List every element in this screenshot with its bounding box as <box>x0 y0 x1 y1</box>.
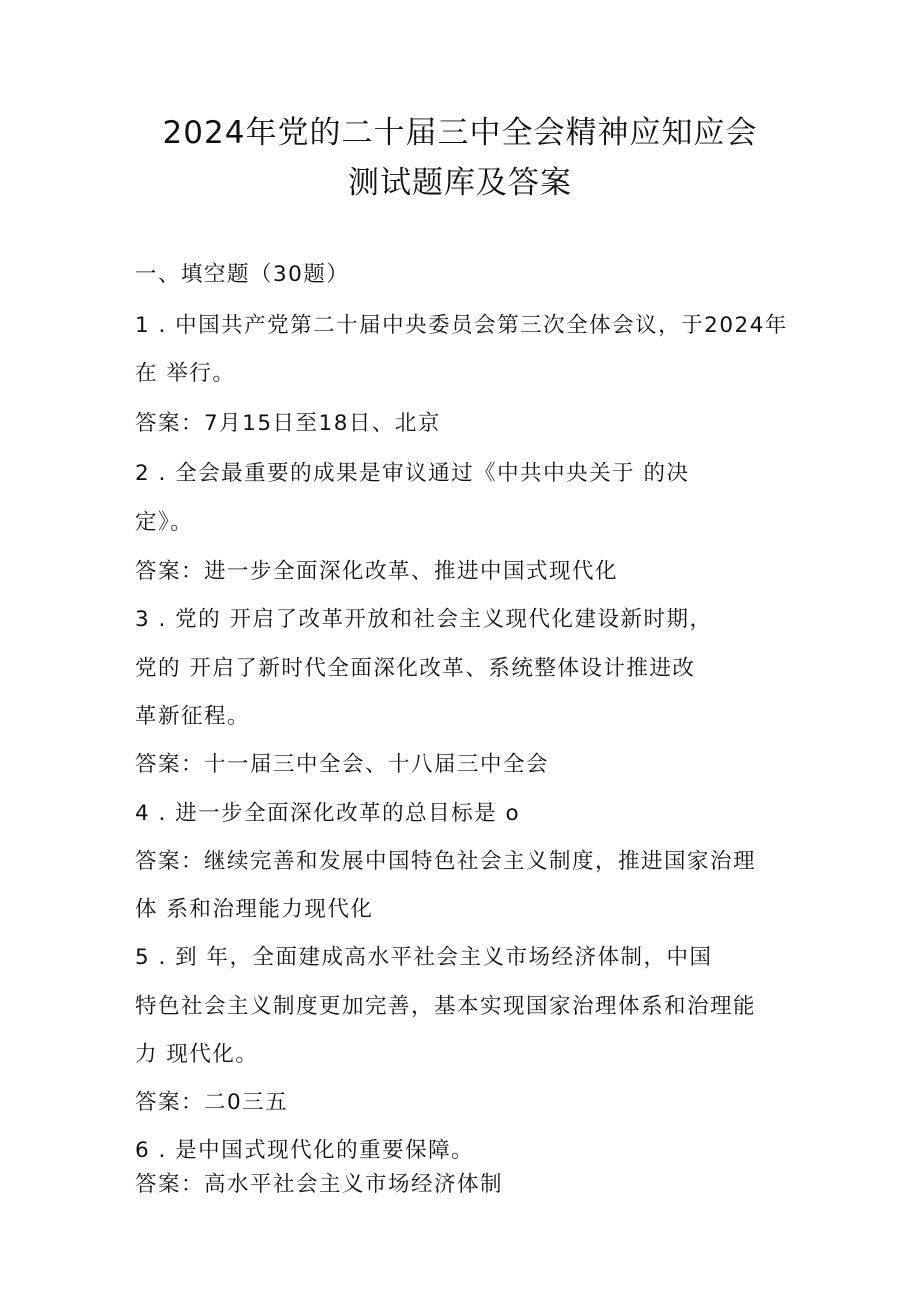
question-2-line-1: 2 . 全会最重要的成果是审议通过《中共中央关于 的决 <box>135 461 690 486</box>
answer-4-line-1: 答案：继续完善和发展中国特色社会主义制度，推进国家治理 <box>135 849 757 874</box>
question-5-line-1: 5 . 到 年，全面建成高水平社会主义市场经济体制，中国 <box>135 945 713 970</box>
question-3-line-1: 3 . 党的 开启了改革开放和社会主义现代化建设新时期， <box>135 607 713 632</box>
answer-3: 答案：十一届三中全会、十八届三中全会 <box>135 752 550 777</box>
answer-5: 答案：二0三五 <box>135 1090 289 1115</box>
answer-4-line-2: 体 系和治理能力现代化 <box>135 897 374 922</box>
answer-6: 答案：高水平社会主义市场经济体制 <box>135 1172 504 1197</box>
question-3-line-2: 党的 开启了新时代全面深化改革、系统整体设计推进改 <box>135 656 696 681</box>
question-4-line-1: 4 . 进一步全面深化改革的总目标是 o <box>135 801 521 826</box>
question-1-line-1: 1 . 中国共产党第二十届中央委员会第三次全体会议，于2024年 <box>135 313 788 338</box>
answer-1: 答案：7月15日至18日、北京 <box>135 411 441 436</box>
question-5-line-3: 力 现代化。 <box>135 1042 259 1067</box>
question-2-line-2: 定》。 <box>135 510 194 535</box>
answer-2: 答案：进一步全面深化改革、推进中国式现代化 <box>135 559 619 584</box>
document-title-line-1: 2024年党的二十届三中全会精神应知应会 <box>162 115 758 151</box>
document-title-line-2: 测试题库及答案 <box>348 165 572 201</box>
question-5-line-2: 特色社会主义制度更加完善，基本实现国家治理体系和治理能 <box>135 994 757 1019</box>
question-3-line-3: 革新征程。 <box>135 704 251 729</box>
question-1-line-2: 在 举行。 <box>135 361 236 386</box>
section-heading: 一、填空题（30题） <box>135 262 350 287</box>
question-6-line-1: 6 . 是中国式现代化的重要保障。 <box>135 1138 475 1163</box>
